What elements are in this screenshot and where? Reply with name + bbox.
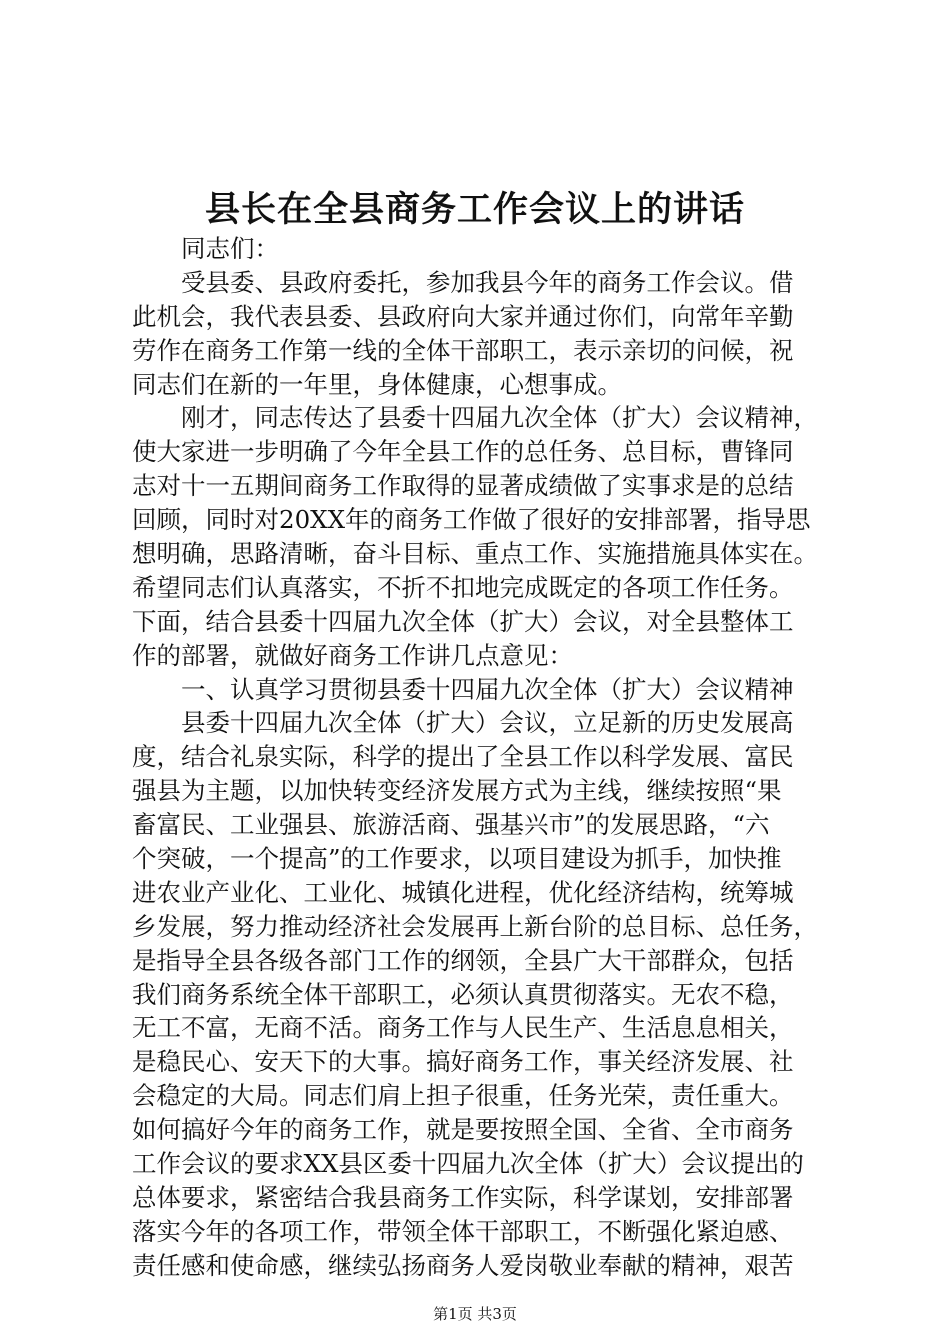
text-line: 此机会，我代表县委、县政府向大家并通过你们，向常年辛勤 bbox=[132, 301, 794, 331]
text-line: 同志们： bbox=[181, 234, 279, 263]
text-line: 工作会议的要求XX县区委十四届九次全体（扩大）会议提出的 bbox=[132, 1149, 804, 1179]
text-line: 受县委、县政府委托，参加我县今年的商务工作会议。借 bbox=[181, 267, 794, 297]
text-line: 强县为主题，以加快转变经济发展方式为主线，继续按照“果 bbox=[132, 776, 782, 806]
text-line: 刚才，同志传达了县委十四届九次全体（扩大）会议精神， bbox=[181, 403, 818, 433]
text-line: 个突破，一个提高”的工作要求，以项目建设为抓手，加快推 bbox=[132, 844, 782, 874]
text-line: 回顾，同时对20XX年的商务工作做了很好的安排部署，指导思 bbox=[132, 505, 811, 535]
text-line: 作的部署，就做好商务工作讲几点意见： bbox=[132, 640, 573, 670]
text-line: 无工不富，无商不活。商务工作与人民生产、生活息息相关， bbox=[132, 1013, 794, 1043]
text-line: 同志们在新的一年里，身体健康，心想事成。 bbox=[132, 369, 622, 399]
page-footer: 第1页 共3页 bbox=[433, 1305, 517, 1323]
text-line: 想明确，思路清晰，奋斗目标、重点工作、实施措施具体实在。 bbox=[132, 539, 818, 569]
text-line: 一、认真学习贯彻县委十四届九次全体（扩大）会议精神 bbox=[181, 674, 794, 704]
text-line: 劳作在商务工作第一线的全体干部职工，表示亲切的问候，祝 bbox=[132, 335, 794, 365]
text-line: 畜富民、工业强县、旅游活商、强基兴市”的发展思路，“六 bbox=[132, 810, 770, 840]
text-line: 度，结合礼泉实际，科学的提出了全县工作以科学发展、富民 bbox=[132, 742, 794, 772]
document-title: 县长在全县商务工作会议上的讲话 bbox=[204, 189, 745, 230]
text-line: 使大家进一步明确了今年全县工作的总任务、总目标，曹锋同 bbox=[132, 437, 794, 467]
text-line: 如何搞好今年的商务工作，就是要按照全国、全省、全市商务 bbox=[132, 1115, 794, 1145]
text-line: 总体要求，紧密结合我县商务工作实际，科学谋划，安排部署 bbox=[132, 1182, 794, 1212]
text-line: 会稳定的大局。同志们肩上担子很重，任务光荣，责任重大。 bbox=[132, 1081, 794, 1111]
text-line: 是稳民心、安天下的大事。搞好商务工作，事关经济发展、社 bbox=[132, 1047, 794, 1077]
text-line: 进农业产业化、工业化、城镇化进程，优化经济结构，统筹城 bbox=[132, 877, 794, 907]
text-line: 希望同志们认真落实，不折不扣地完成既定的各项工作任务。 bbox=[132, 572, 794, 602]
text-line: 落实今年的各项工作，带领全体干部职工，不断强化紧迫感、 bbox=[132, 1216, 794, 1246]
text-line: 责任感和使命感，继续弘扬商务人爱岗敬业奉献的精神，艰苦 bbox=[132, 1250, 794, 1280]
text-line: 县委十四届九次全体（扩大）会议，立足新的历史发展高 bbox=[181, 708, 794, 738]
text-line: 乡发展，努力推动经济社会发展再上新台阶的总目标、总任务， bbox=[132, 911, 818, 941]
text-line: 我们商务系统全体干部职工，必须认真贯彻落实。无农不稳， bbox=[132, 979, 794, 1009]
text-line: 下面，结合县委十四届九次全体（扩大）会议，对全县整体工 bbox=[132, 606, 794, 636]
document-body bbox=[132, 232, 832, 1283]
text-line: 志对十一五期间商务工作取得的显著成绩做了实事求是的总结 bbox=[132, 471, 794, 501]
text-line: 是指导全县各级各部门工作的纲领，全县广大干部群众，包括 bbox=[132, 945, 794, 975]
